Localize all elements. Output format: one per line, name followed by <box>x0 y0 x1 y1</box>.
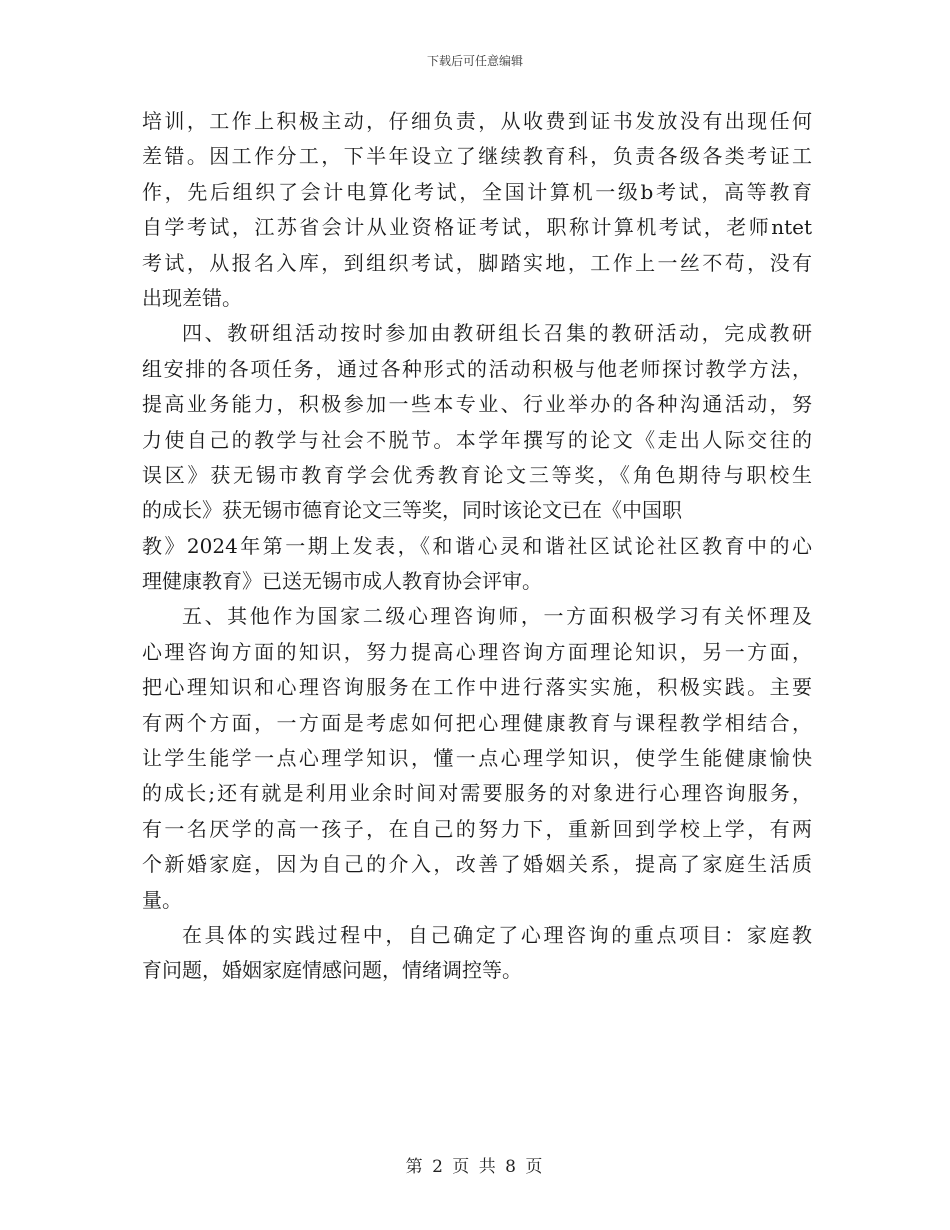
text-line: 有两个方面，一方面是考虑如何把心理健康教育与课程教学相结合， <box>142 710 812 735</box>
document-body <box>142 104 812 989</box>
page-number: 第 2 页 共 8 页 <box>405 1157 545 1177</box>
text-line: 组安排的各项任务，通过各种形式的活动积极与他老师探讨教学方法， <box>142 356 812 381</box>
text-line: 个新婚家庭，因为自己的介入，改善了婚姻关系，提高了家庭生活质 <box>142 852 812 877</box>
text-line: 差错。因工作分工，下半年设立了继续教育科，负责各级各类考证工 <box>142 144 812 169</box>
text-line: 考试，从报名入库，到组织考试，脚踏实地，工作上一丝不苟，没有 <box>142 250 812 275</box>
paragraph-4 <box>142 918 812 989</box>
text-line: 把心理知识和心理咨询服务在工作中进行落实实施，积极实践。主要 <box>142 675 812 700</box>
paragraph-1 <box>142 104 812 316</box>
text-line: 的成长》获无锡市德育论文三等奖，同时该论文已在《中国职 <box>142 498 682 523</box>
text-line: 育问题，婚姻家庭情感问题，情绪调控等。 <box>142 958 522 983</box>
text-line: 自学考试，江苏省会计从业资格证考试，职称计算机考试，老师ntet <box>142 215 812 240</box>
page-header: 下载后可任意编辑 <box>426 54 523 68</box>
text-line: 在具体的实践过程中，自己确定了心理咨询的重点项目：家庭教 <box>182 922 812 947</box>
paragraph-3 <box>142 599 812 918</box>
text-line: 量。 <box>142 887 182 912</box>
text-line: 力使自己的教学与社会不脱节。本学年撰写的论文《走出人际交往的 <box>142 427 812 452</box>
text-line: 教》2024年第一期上发表，《和谐心灵和谐社区试论社区教育中的心 <box>142 533 812 558</box>
text-line: 五、其他作为国家二级心理咨询师，一方面积极学习有关怀理及 <box>182 604 812 629</box>
text-line: 四、教研组活动按时参加由教研组长召集的教研活动，完成教研 <box>182 321 812 346</box>
text-line: 误区》获无锡市教育学会优秀教育论文三等奖，《角色期待与职校生 <box>142 462 812 487</box>
text-line: 让学生能学一点心理学知识，懂一点心理学知识，使学生能健康愉快 <box>142 746 812 771</box>
text-line: 提高业务能力，积极参加一些本专业、行业举办的各种沟通活动，努 <box>142 392 812 417</box>
text-line: 出现差错。 <box>142 285 242 310</box>
text-line: 有一名厌学的高一孩子，在自己的努力下，重新回到学校上学，有两 <box>142 816 812 841</box>
text-line: 作，先后组织了会计电算化考试，全国计算机一级b考试，高等教育 <box>142 179 812 204</box>
paragraph-2 <box>142 316 812 599</box>
text-line: 理健康教育》已送无锡市成人教育协会评审。 <box>142 569 542 594</box>
text-line: 培训，工作上积极主动，仔细负责，从收费到证书发放没有出现任何 <box>142 109 812 133</box>
text-line: 的成长;还有就是利用业余时间对需要服务的对象进行心理咨询服务， <box>142 781 812 806</box>
text-line: 心理咨询方面的知识，努力提高心理咨询方面理论知识，另一方面， <box>142 639 812 664</box>
